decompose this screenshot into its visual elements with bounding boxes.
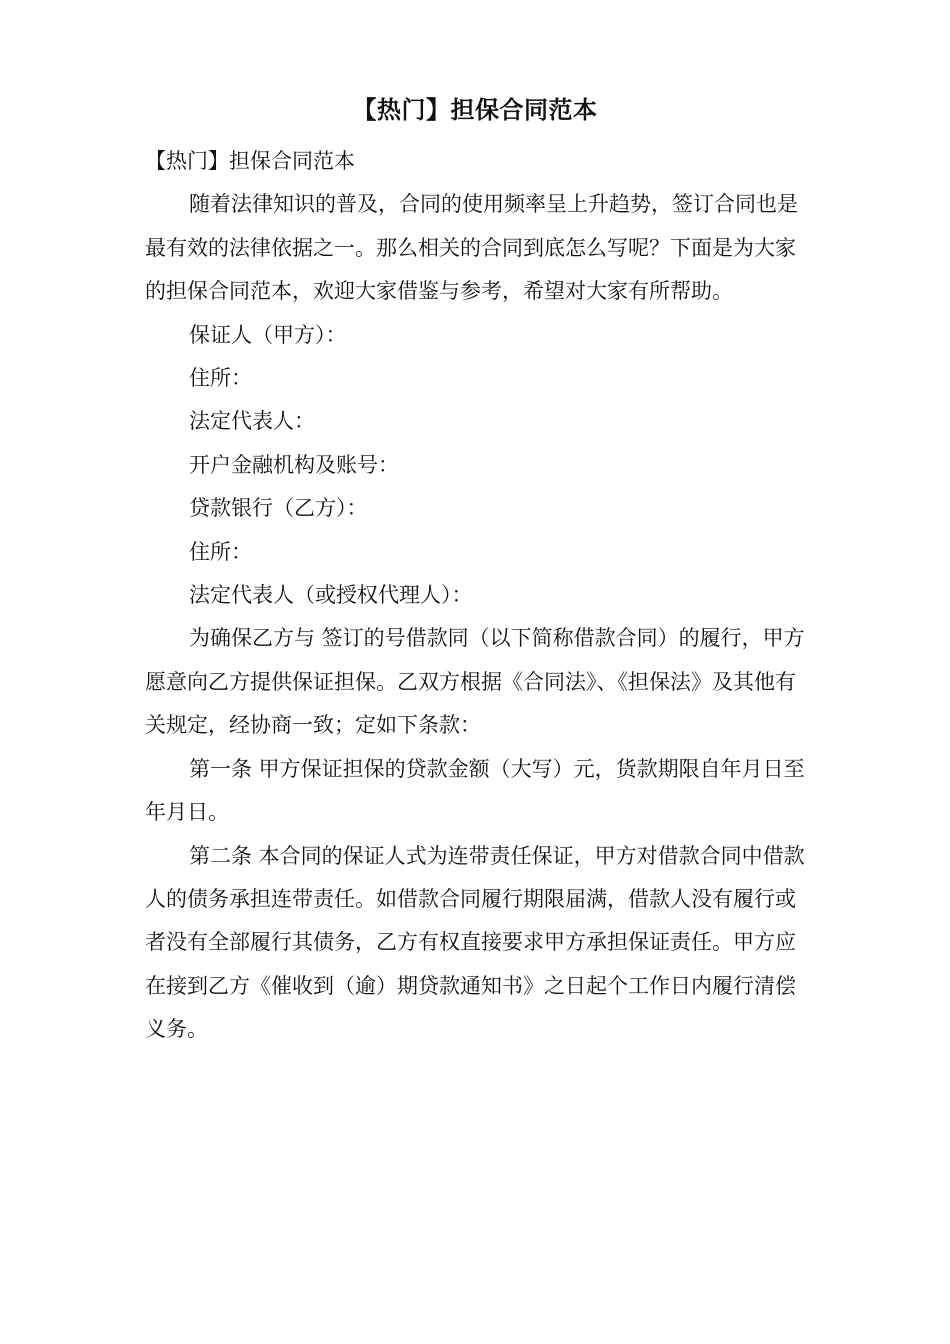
guarantor-bank-account-field: 开户金融机构及账号： bbox=[189, 452, 399, 477]
guarantor-field: 保证人（甲方）： bbox=[189, 322, 347, 347]
intro-paragraph: 随着法律知识的普及，合同的使用频率呈上升趋势，签订合同也是最有效的法律依据之一。那么相关的合同到底怎么写呢？下面是为大家的担保合同范本，欢迎大家借鉴与参考，希望对大家有所帮助。 bbox=[145, 192, 798, 304]
document-title: 【热门】担保合同范本 bbox=[352, 95, 598, 124]
article-1-paragraph: 第一条 甲方保证担保的贷款金额（大写）元，货款期限自年月日至年月日。 bbox=[145, 756, 805, 825]
lender-legal-rep-field: 法定代表人（或授权代理人）： bbox=[189, 583, 473, 608]
article-2-paragraph: 第二条 本合同的保证人式为连带责任保证，甲方对借款合同中借款人的债务承担连带责任。如借款合同履行期限届满，借款人没有履行或者没有全部履行其债务，乙方有权直接要求甲方承担保证责任。甲方应在接到乙方《催收到（逾）期贷款通知书》之日起个工作日内履行清偿义务。 bbox=[145, 843, 805, 1042]
guarantor-address-field: 住所： bbox=[189, 366, 252, 391]
lender-bank-field: 贷款银行（乙方）： bbox=[189, 496, 368, 521]
document-subtitle: 【热门】担保合同范本 bbox=[145, 149, 355, 173]
lender-address-field: 住所： bbox=[189, 539, 252, 564]
preamble-paragraph: 为确保乙方与 签订的号借款同（以下简称借款合同）的履行，甲方愿意向乙方提供保证担保。乙双方根据《合同法》、《担保法》及其他有关规定，经协商一致；定如下条款： bbox=[145, 626, 805, 738]
guarantor-legal-rep-field: 法定代表人： bbox=[189, 409, 315, 434]
document-body bbox=[145, 140, 807, 1052]
